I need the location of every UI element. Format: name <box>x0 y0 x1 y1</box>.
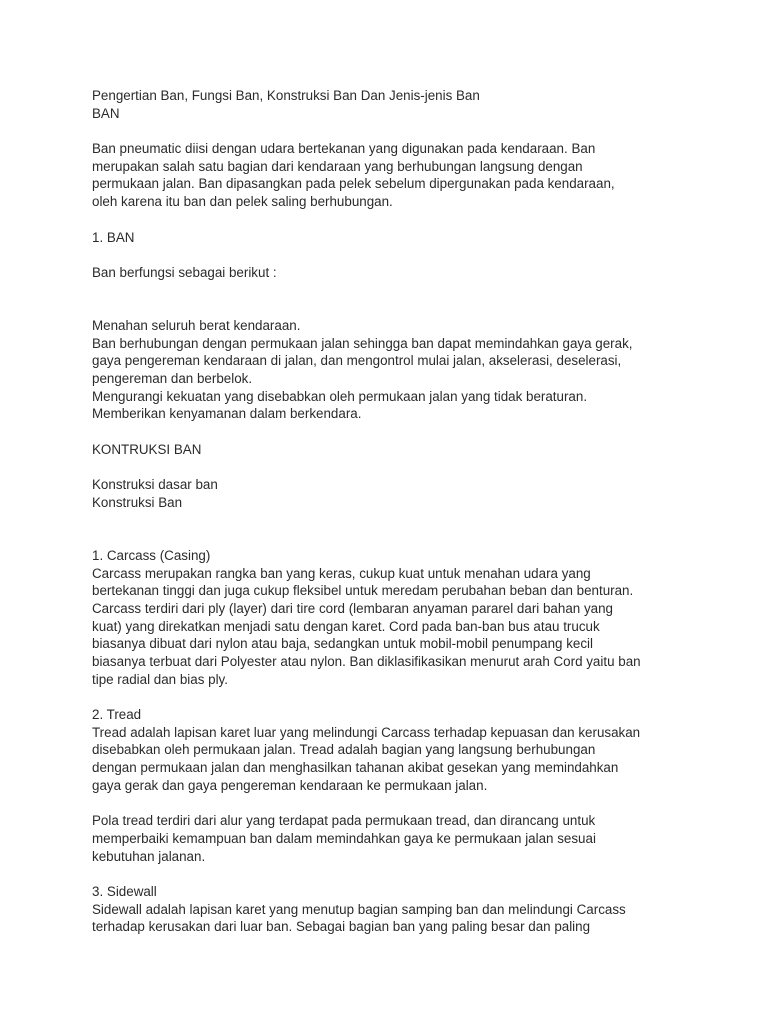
text-line: Mengurangi kekuatan yang disebabkan oleh permukaan jalan yang tidak beraturan. <box>92 388 588 404</box>
text-line: bertekanan tinggi dan juga cukup fleksibel untuk meredam perubahan beban dan benturan. <box>92 583 634 599</box>
subsection-heading: 1. Carcass (Casing) <box>92 547 211 563</box>
text-line: Ban berfungsi sebagai berikut : <box>92 264 277 280</box>
section-heading: KONTRUKSI BAN <box>92 441 202 457</box>
text-line: Konstruksi dasar ban <box>92 477 218 493</box>
document-body <box>92 87 692 954</box>
text-line: merupakan salah satu bagian dari kendaraan yang berhubungan langsung dengan <box>92 158 583 174</box>
text-line: Menahan seluruh berat kendaraan. <box>92 317 301 333</box>
pola-tread-paragraph <box>92 812 692 865</box>
section-ban <box>92 229 692 247</box>
text-line: biasanya terbuat dari Polyester atau nylon. Ban diklasifikasikan menurut arah Cord yaitu ban <box>92 654 641 670</box>
text-line: Pola tread terdiri dari alur yang terdapat pada permukaan tread, dan dirancang untuk <box>92 813 596 829</box>
text-line: Tread adalah lapisan karet luar yang melindungi Carcass terhadap kepuasan dan kerusakan <box>92 724 641 740</box>
section-konstruksi <box>92 441 692 459</box>
text-line: kebutuhan jalanan. <box>92 848 206 864</box>
sidewall-paragraph <box>92 883 692 936</box>
text-line: permukaan jalan. Ban dipasangkan pada pelek sebelum dipergunakan pada kendaraan, <box>92 176 615 192</box>
subsection-heading: 2. Tread <box>92 707 142 723</box>
text-line: Memberikan kenyamanan dalam berkendara. <box>92 406 362 422</box>
text-line: Carcass terdiri dari ply (layer) dari tire cord (lembaran anyaman pararel dari bahan yang <box>92 600 613 616</box>
fungsi-paragraph <box>92 317 692 423</box>
title-block <box>92 87 692 122</box>
intro-paragraph <box>92 140 692 211</box>
text-line: dengan permukaan jalan dan menghasilkan tahanan akibat gesekan yang memindahkan <box>92 760 619 776</box>
text-line: kuat) yang direkatkan menjadi satu dengan karet. Cord pada ban-ban bus atau trucuk <box>92 618 600 634</box>
text-line: terhadap kerusakan dari luar ban. Sebagai bagian ban yang paling besar dan paling <box>92 919 591 935</box>
fungsi-intro <box>92 264 692 282</box>
text-line: biasanya dibuat dari nylon atau baja, sedangkan untuk mobil-mobil penumpang kecil <box>92 636 593 652</box>
text-line: gaya pengereman kendaraan di jalan, dan mengontrol mulai jalan, akselerasi, deselerasi, <box>92 353 622 369</box>
text-line: Sidewall adalah lapisan karet yang menutup bagian samping ban dan melindungi Carcass <box>92 901 626 917</box>
text-line: oleh karena itu ban dan pelek saling berhubungan. <box>92 194 393 210</box>
text-line: Carcass merupakan rangka ban yang keras, cukup kuat untuk menahan udara yang <box>92 565 591 581</box>
text-line: Ban pneumatic diisi dengan udara bertekanan yang digunakan pada kendaraan. Ban <box>92 141 596 157</box>
text-line: pengereman dan berbelok. <box>92 371 253 387</box>
heading-ban: BAN <box>92 105 120 121</box>
subsection-heading: 3. Sidewall <box>92 883 157 899</box>
text-line: Konstruksi Ban <box>92 494 183 510</box>
document-title: Pengertian Ban, Fungsi Ban, Konstruksi Ban Dan Jenis-jenis Ban <box>92 88 480 103</box>
text-line: disebabkan oleh permukaan jalan. Tread adalah bagian yang langsung berhubungan <box>92 742 596 758</box>
carcass-paragraph <box>92 547 692 689</box>
tread-paragraph <box>92 706 692 794</box>
text-line: Ban berhubungan dengan permukaan jalan sehingga ban dapat memindahkan gaya gerak, <box>92 335 633 351</box>
text-line: gaya gerak dan gaya pengereman kendaraan ke permukaan jalan. <box>92 777 488 793</box>
text-line: tipe radial dan bias ply. <box>92 671 228 687</box>
konstruksi-paragraph <box>92 476 692 511</box>
section-heading: 1. BAN <box>92 229 135 245</box>
text-line: memperbaiki kemampuan ban dalam memindahkan gaya ke permukaan jalan sesuai <box>92 830 596 846</box>
